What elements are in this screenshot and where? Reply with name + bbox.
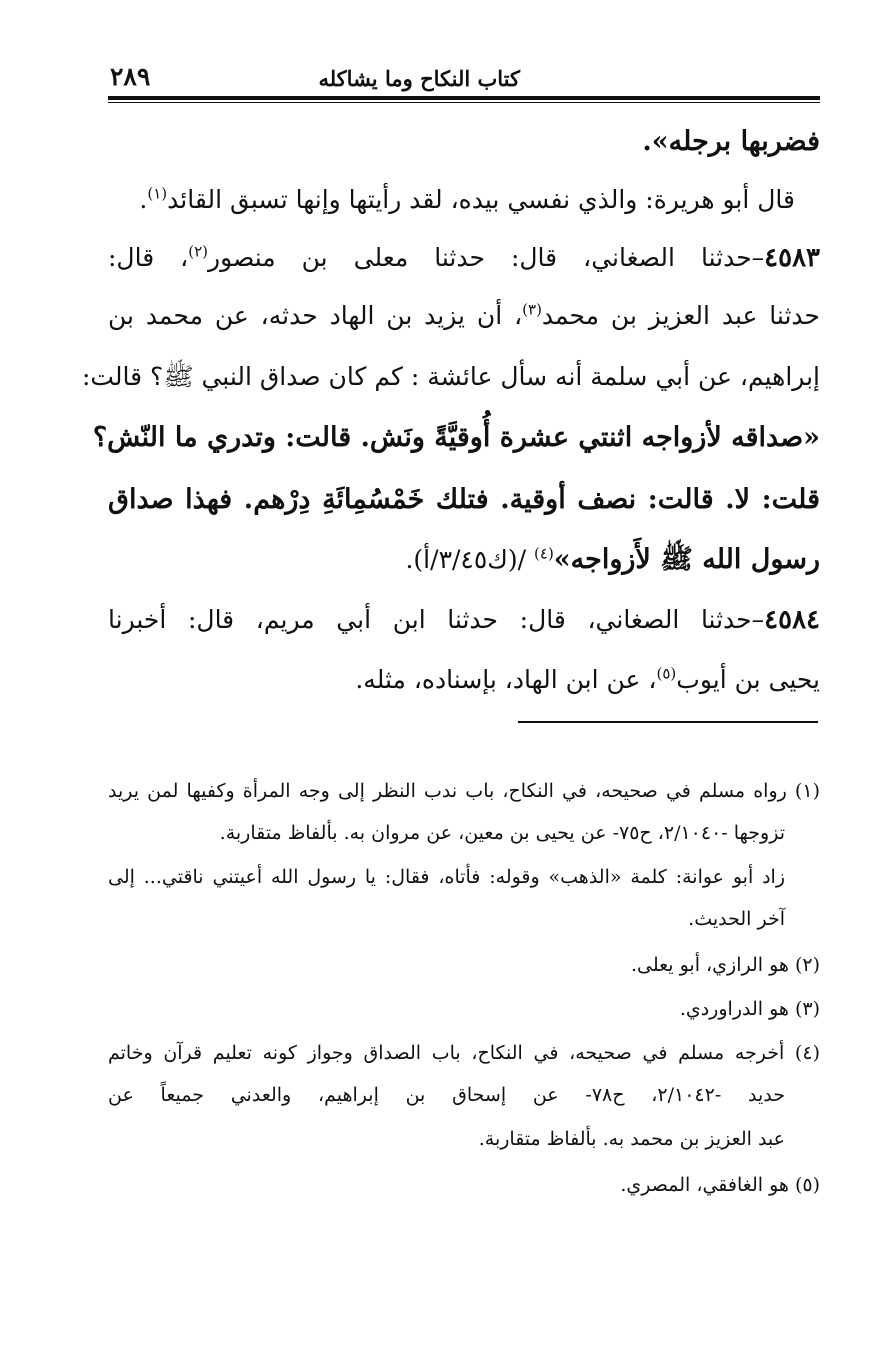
footnote-3: (٣) هو الدراوردي. bbox=[679, 998, 820, 1020]
body-line-2 bbox=[108, 180, 795, 220]
text-span: حدثنا عبد العزيز بن محمد bbox=[541, 301, 820, 330]
text-span: قال أبو هريرة: والذي نفسي بيده، لقد رأيتها وإنها تسبق القائد bbox=[167, 185, 795, 214]
footnote-ref-1: (١) bbox=[147, 184, 168, 203]
body-line-5 bbox=[81, 357, 820, 397]
body-line-10 bbox=[108, 660, 820, 700]
text-span: ، أن يزيد بن الهاد حدثه، عن محمد بن bbox=[108, 301, 523, 330]
footnote-ref-5: (٥) bbox=[656, 664, 677, 683]
body-line-3 bbox=[108, 238, 820, 278]
footnote-1-addition: زاد أبو عوانة: كلمة «الذهب» وقوله: فأتاه، فقال: يا رسول الله أعيتني ناقتي... إلى bbox=[108, 866, 785, 888]
footnote-1-cont: تزوجها -٢/١٠٤٠، ح٧٥- عن يحيى بن معين، عن مروان به. بألفاظ متقاربة. bbox=[219, 822, 785, 844]
header-rule-thick bbox=[108, 96, 820, 100]
page-number: ٢٨٩ bbox=[110, 62, 151, 91]
footnote-2: (٢) هو الرازي، أبو يعلى. bbox=[630, 954, 820, 976]
text-span: –حدثنا الصغاني، قال: حدثنا ابن أبي مريم، قال: أخبرنا bbox=[108, 605, 765, 634]
text-span: رسول الله ﷺ لأَزواجه» bbox=[553, 544, 820, 575]
text-span: فضربها برجله». bbox=[642, 126, 820, 157]
body-line-1 bbox=[108, 122, 820, 162]
footnote-4-cont: حديد -٢/١٠٤٢، ح٧٨- عن إسحاق بن إبراهيم، والعدني جميعاً عن bbox=[108, 1084, 785, 1106]
header-title: كتاب النكاح وما يشاكله bbox=[318, 66, 520, 91]
text-span: –حدثنا الصغاني، قال: حدثنا معلى بن منصور bbox=[208, 243, 765, 272]
hadith-number-4584: ٤٥٨٤ bbox=[764, 605, 820, 635]
footnote-separator bbox=[518, 721, 818, 723]
footnote-ref-3: (٣) bbox=[522, 300, 542, 319]
hadith-number-4583: ٤٥٨٣ bbox=[764, 243, 821, 273]
footnote-5: (٥) هو الغافقي، المصري. bbox=[620, 1174, 820, 1196]
text-span: يحيى بن أيوب bbox=[676, 665, 820, 694]
footnote-ref-4: (٤) bbox=[534, 544, 554, 563]
text-span: إبراهيم، عن أبي سلمة أنه سأل عائشة : كم كان صداق النبي ﷺ؟ قالت: bbox=[81, 362, 820, 391]
footnote-1-addition-cont: آخر الحديث. bbox=[688, 908, 785, 930]
text-span: . bbox=[139, 185, 148, 214]
body-line-8 bbox=[108, 540, 820, 580]
text-span: ، عن ابن الهاد، بإسناده، مثله. bbox=[355, 665, 657, 694]
text-span: «صداقه لأزواجه اثنتي عشرة أُوقيَّةً ونَش. قالت: وتدري ما النّش؟ bbox=[92, 422, 820, 453]
body-line-7 bbox=[108, 480, 820, 520]
footnote-4-cont-2: عبد العزيز بن محمد به. بألفاظ متقاربة. bbox=[478, 1128, 785, 1150]
header-rule-thin bbox=[108, 102, 820, 103]
body-line-4 bbox=[108, 296, 820, 336]
footnote-4: (٤) أخرجه مسلم في صحيحه، في النكاح، باب الصداق وجواز كونه تعليم قرآن وخاتم bbox=[108, 1042, 820, 1064]
body-line-9 bbox=[108, 600, 820, 640]
footnote-1: (١) رواه مسلم في صحيحه، في النكاح، باب ندب النظر إلى وجه المرأة وكفيها لمن يريد bbox=[108, 780, 820, 802]
running-header bbox=[108, 62, 820, 96]
text-span: ، قال: bbox=[108, 243, 189, 272]
body-line-6 bbox=[92, 418, 820, 458]
footnote-ref-2: (٢) bbox=[188, 242, 209, 261]
text-span: قلت: لا. قالت: نصف أوقية. فتلك خَمْسُمِائَةِ دِرْهم. فهذا صداق bbox=[108, 484, 820, 515]
text-span: /(ك٣/٤٥/أ). bbox=[405, 545, 535, 574]
